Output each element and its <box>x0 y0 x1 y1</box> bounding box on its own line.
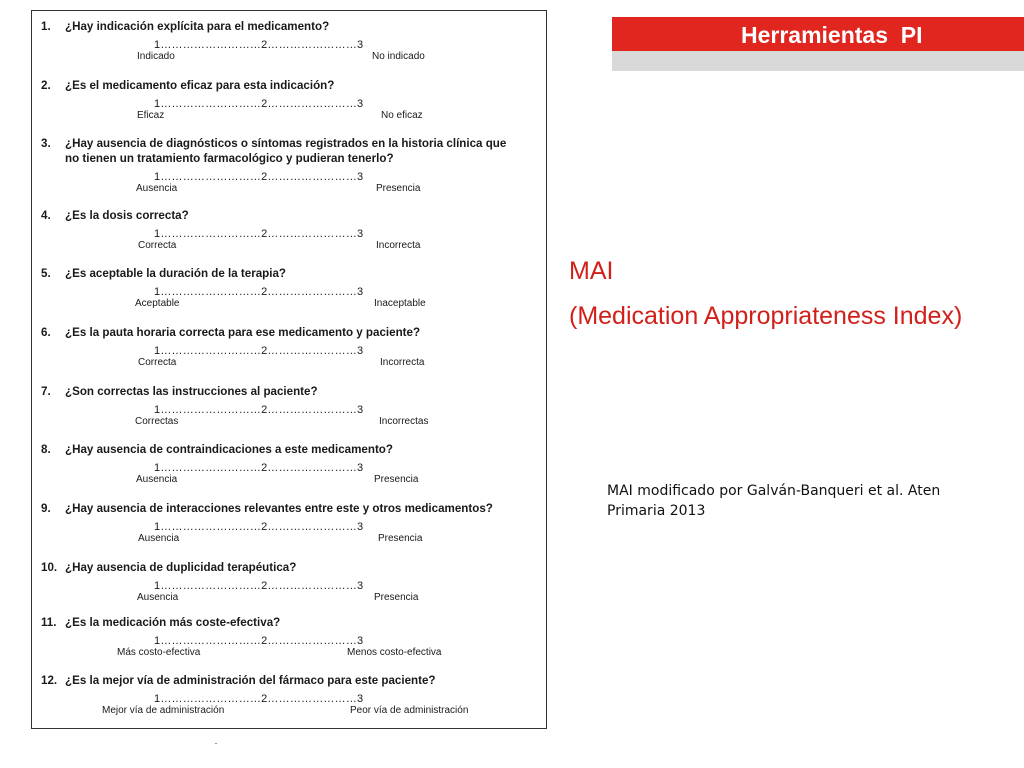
question-number: 4. <box>41 209 51 222</box>
scale-label-left: Ausencia <box>138 533 180 544</box>
mai-questionnaire <box>31 10 547 729</box>
question-label-cont: no tienen un tratamiento farmacológico y pudieran tenerlo? <box>65 152 394 165</box>
question-number: 5. <box>41 267 51 280</box>
rating-scale: 1………………………2……………………3 <box>154 171 364 183</box>
question-label: ¿Hay ausencia de contraindicaciones a este medicamento? <box>65 443 393 456</box>
scale-label-right: Inaceptable <box>374 298 426 309</box>
scale-label-left: Ausencia <box>137 592 179 603</box>
question-text <box>41 266 286 281</box>
scale-label-right: Menos costo-efectiva <box>347 647 442 658</box>
scale-label-right: Presencia <box>374 474 419 485</box>
scale-label-left: Correcta <box>138 357 177 368</box>
question-number: 3. <box>41 137 51 150</box>
question-number: 7. <box>41 385 51 398</box>
question-label: ¿Hay ausencia de interacciones relevantes entre este y otros medicamentos? <box>65 502 493 515</box>
scale-label-right: Incorrectas <box>379 416 429 427</box>
question-label: ¿Es el medicamento eficaz para esta indicación? <box>65 79 335 92</box>
question-number: 9. <box>41 502 51 515</box>
rating-scale: 1………………………2……………………3 <box>154 693 364 705</box>
question-text <box>41 19 329 34</box>
question-text <box>41 325 420 340</box>
scale-label-left: Correctas <box>135 416 179 427</box>
rating-scale: 1………………………2……………………3 <box>154 635 364 647</box>
question-number: 6. <box>41 326 51 339</box>
question-label: ¿Es la pauta horaria correcta para ese medicamento y paciente? <box>65 326 421 339</box>
question-label: ¿Es la medicación más coste-efectiva? <box>65 616 281 629</box>
scale-label-right: Incorrecta <box>376 240 421 251</box>
rating-scale: 1………………………2……………………3 <box>154 580 364 592</box>
rating-scale: 1………………………2……………………3 <box>154 98 364 110</box>
scale-label-left: Mejor vía de administración <box>102 705 225 716</box>
scan-dot <box>215 743 217 744</box>
rating-scale: 1………………………2……………………3 <box>154 286 364 298</box>
question-text <box>41 501 493 516</box>
scale-label-left: Ausencia <box>136 183 178 194</box>
scale-label-right: Peor vía de administración <box>350 705 469 716</box>
question-label: ¿Hay ausencia de duplicidad terapéutica? <box>65 561 297 574</box>
slide-title: MAI <box>569 257 614 285</box>
scale-label-right: Presencia <box>376 183 421 194</box>
question-text <box>41 560 296 575</box>
scale-label-left: Indicado <box>137 51 175 62</box>
rating-scale: 1………………………2……………………3 <box>154 462 364 474</box>
question-text <box>41 136 541 166</box>
question-text <box>41 384 318 399</box>
question-number: 1. <box>41 20 51 33</box>
question-label: ¿Es aceptable la duración de la terapia? <box>65 267 287 280</box>
question-text <box>41 615 280 630</box>
scale-label-left: Ausencia <box>136 474 178 485</box>
question-text <box>41 673 436 688</box>
slide-subtitle: (Medication Appropriateness Index) <box>569 302 963 330</box>
question-label: ¿Hay indicación explícita para el medicamento? <box>65 20 330 33</box>
question-number: 10. <box>41 561 58 574</box>
rating-scale: 1………………………2……………………3 <box>154 404 364 416</box>
rating-scale: 1………………………2……………………3 <box>154 345 364 357</box>
rating-scale: 1………………………2……………………3 <box>154 39 364 51</box>
scale-label-right: No indicado <box>372 51 425 62</box>
question-label: ¿Son correctas las instrucciones al paciente? <box>65 385 318 398</box>
scale-label-right: No eficaz <box>381 110 423 121</box>
header-band <box>612 17 1024 74</box>
scale-label-right: Presencia <box>374 592 419 603</box>
question-label: ¿Es la mejor vía de administración del fármaco para este paciente? <box>65 674 436 687</box>
question-number: 2. <box>41 79 51 92</box>
rating-scale: 1………………………2……………………3 <box>154 521 364 533</box>
scale-label-left: Aceptable <box>135 298 180 309</box>
question-number: 8. <box>41 443 51 456</box>
question-text <box>41 442 393 457</box>
rating-scale: 1………………………2……………………3 <box>154 228 364 240</box>
source-citation: MAI modificado por Galván-Banqueri et al. Aten Primaria 2013 <box>607 483 941 519</box>
scale-label-left: Más costo-efectiva <box>117 647 201 658</box>
scale-label-left: Eficaz <box>137 110 165 121</box>
header-gray-bar <box>612 51 1024 71</box>
question-number: 11. <box>41 616 57 629</box>
scale-label-right: Incorrecta <box>380 357 425 368</box>
question-label: ¿Es la dosis correcta? <box>65 209 189 222</box>
header-title: Herramientas PI <box>741 22 923 48</box>
question-text <box>41 208 189 223</box>
question-number: 12. <box>41 674 58 687</box>
scale-label-left: Correcta <box>138 240 177 251</box>
question-label: ¿Hay ausencia de diagnósticos o síntomas registrados en la historia clínica que <box>65 137 507 150</box>
scale-label-right: Presencia <box>378 533 423 544</box>
question-text <box>41 78 334 93</box>
